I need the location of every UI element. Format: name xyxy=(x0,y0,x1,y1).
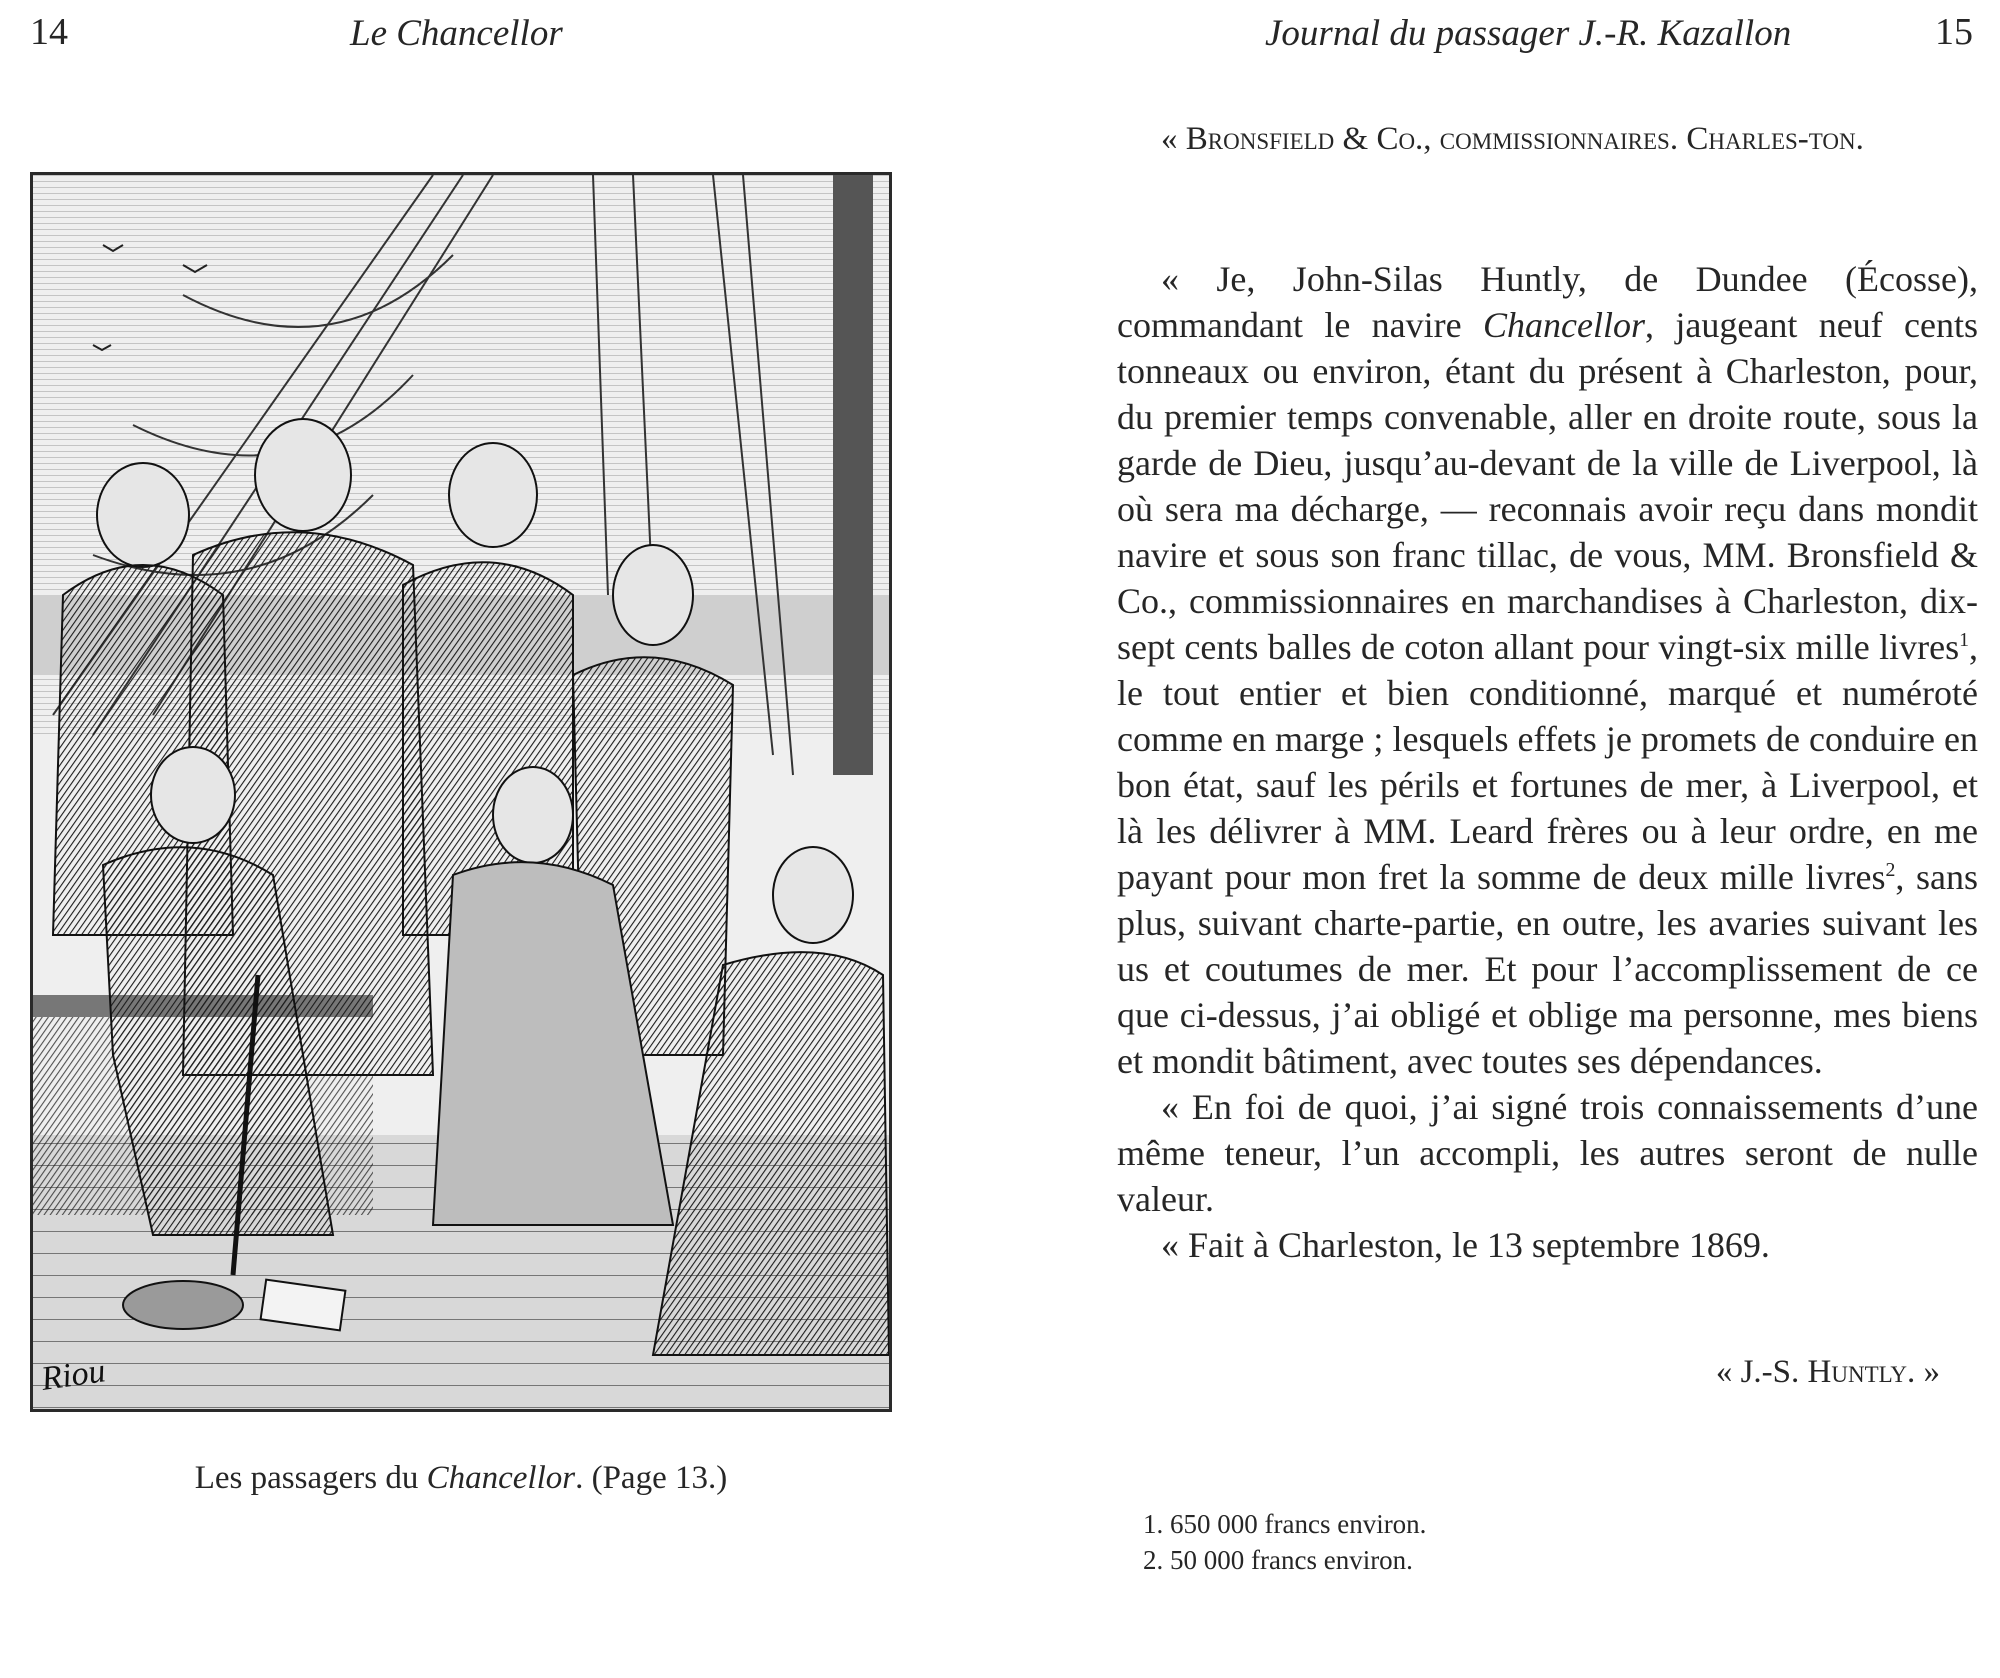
footnote-2: 2. 50 000 francs environ. xyxy=(1143,1545,1413,1575)
para1-ship-name: Chancellor xyxy=(1483,305,1645,345)
page-number-right: 15 xyxy=(1935,11,1973,53)
footnote-1: 1. 650 000 francs environ. xyxy=(1143,1509,1427,1539)
footnote-ref-2: 2 xyxy=(1885,859,1896,881)
artist-signature: Riou xyxy=(38,1352,108,1398)
running-title-right: Journal du passager J.-R. Kazallon xyxy=(1265,13,1792,54)
caption-prefix: Les passagers du xyxy=(194,1460,427,1496)
addressee-line xyxy=(1117,116,1978,163)
page-number-left: 14 xyxy=(30,11,68,53)
signature: « J.-S. Huntly. » xyxy=(1715,1354,1940,1390)
plate-caption xyxy=(30,1460,892,1497)
para1-part-c: , le tout entier et bien conditionné, marqué et numéroté comme en marge ; lesquels effets je promets de conduire en bon état, sauf les périls et fortunes de mer, à Liverpool, et là les délivrer à MM. Leard frères ou à leur ordre, en me payant pour mon fret la somme de deux mille livres xyxy=(1117,627,1978,897)
addressee-text: « Bronsfield & Co., commissionnaires. Charles-ton. xyxy=(1161,121,1864,157)
running-title-left: Le Chancellor xyxy=(350,13,563,54)
caption-page-ref: . (Page 13.) xyxy=(575,1460,728,1496)
paragraph-fait: « Fait à Charleston, le 13 septembre 1869. xyxy=(1161,1225,1770,1265)
para1-part-b: , jaugeant neuf cents tonneaux ou environ, étant du présent à Charleston, pour, du premier temps convenable, aller en droite route, sous la garde de Dieu, jusqu’au-devant de la ville de Liverpool, là où sera ma décharge, — reconnais avoir reçu dans mondit navire et sous son franc tillac, de vous, MM. Bronsfield & Co., commissionnaires en marchandises à Charleston, dix-sept cents balles de coton allant pour vingt-six mille livres xyxy=(1117,305,1979,667)
para1-part-a: « Je, John-Silas Huntly, de Dundee (Écosse), commandant le navire xyxy=(1117,259,1978,345)
para1-part-d: , sans plus, suivant charte-partie, en outre, les avaries suivant les us et coutumes de mer. Et pour l’accomplissement de ce que ci-dessus, j’ai obligé et oblige ma personne, mes biens et mondit bâtiment, avec toutes ses dépendances. xyxy=(1117,857,1979,1081)
passengers-engraving xyxy=(33,175,889,1409)
footnote-ref-1: 1 xyxy=(1959,629,1969,651)
paragraph-bill-of-lading xyxy=(1117,256,1978,1084)
paragraph-en-foi: « En foi de quoi, j’ai signé trois connaissements d’une même teneur, l’un accompli, les autres seront de nulle valeur. xyxy=(1117,1087,1978,1219)
footnotes xyxy=(1143,1506,1426,1578)
main-text xyxy=(1117,256,1978,1268)
engraving-plate xyxy=(30,172,892,1412)
caption-ship-name: Chancellor xyxy=(426,1460,576,1496)
